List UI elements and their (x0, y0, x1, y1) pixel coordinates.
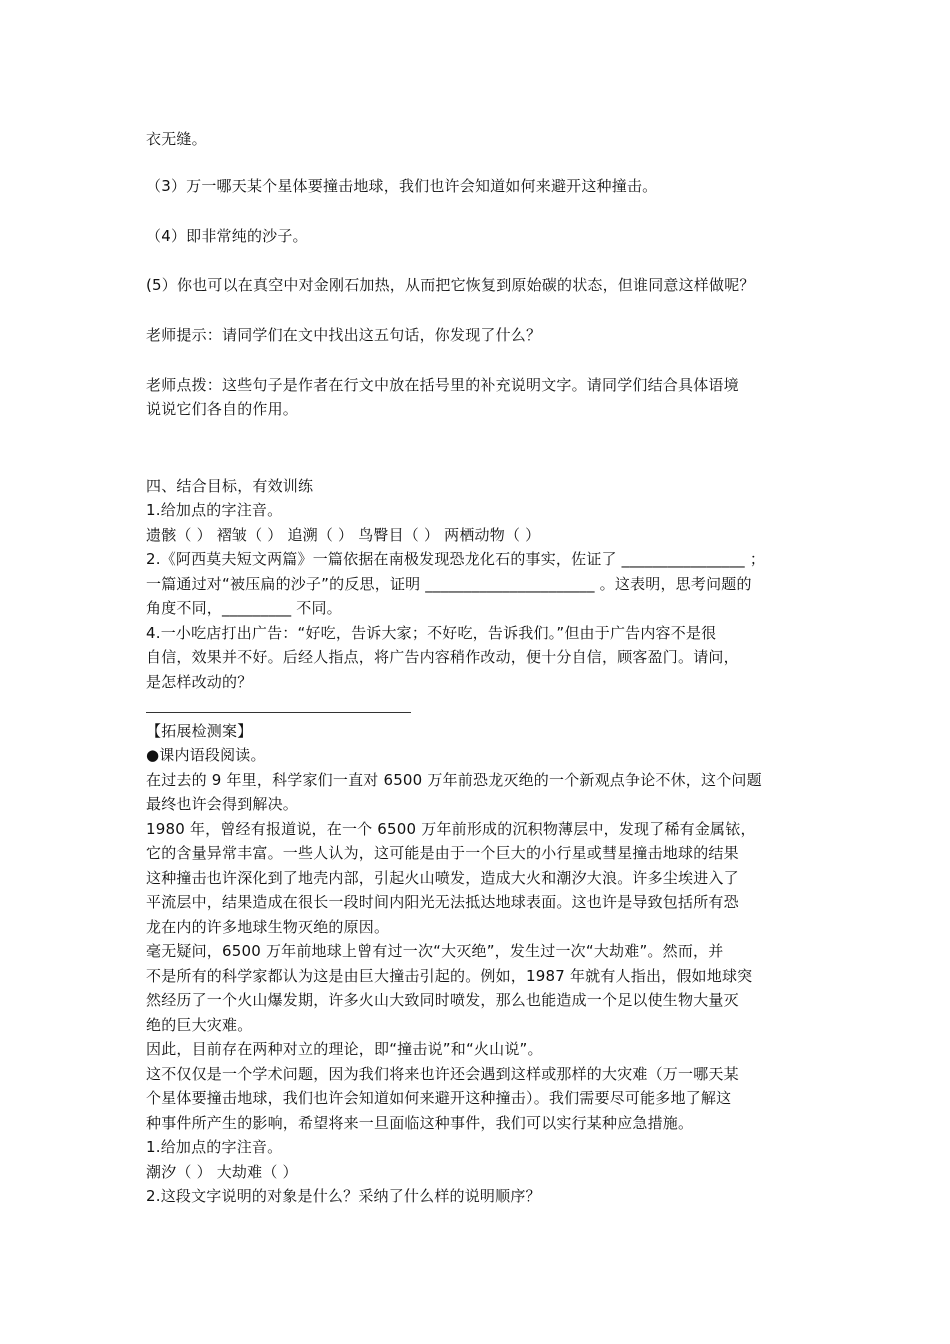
question-2-line-3: 角度不同，_________ 不同。 (146, 599, 342, 617)
teacher-guide-line-2: 说说它们各自的作用。 (146, 400, 299, 418)
question-1-title: 1.给加点的字注音。 (146, 501, 283, 519)
passage-p2-line-3: 这种撞击也许深化到了地壳内部，引起火山喷发，造成大火和潮汐大浪。许多尘埃进入了 (146, 869, 739, 887)
extension-subtitle: ●课内语段阅读。 (146, 746, 266, 764)
example-sentence-5: (5）你也可以在真空中对金刚石加热，从而把它恢复到原始碳的状态，但谁同意这样做呢？ (146, 276, 755, 294)
passage-p3-line-4: 绝的巨大灾难。 (146, 1016, 253, 1034)
passage-p5-line-3: 种事件所产生的影响，希望将来一旦面临这种事件，我们可以实行某种应急措施。 (146, 1114, 694, 1132)
section-heading: 四、结合目标，有效训练 (146, 477, 314, 495)
extension-question-2: 2.这段文字说明的对象是什么？采纳了什么样的说明顺序？ (146, 1187, 541, 1205)
passage-p3-line-1: 毫无疑问，6500 万年前地球上曾有过一次“大灭绝”，发生过一次“大劫难”。然而，并 (146, 942, 724, 960)
passage-p5-line-1: 这不仅仅是一个学术问题，因为我们将来也许还会遇到这样或那样的大灾难（万一哪天某 (146, 1065, 739, 1083)
teacher-hint: 老师提示：请同学们在文中找出这五句话，你发现了什么？ (146, 326, 542, 344)
passage-p2-line-5: 龙在内的许多地球生物灭绝的原因。 (146, 918, 390, 936)
passage-p3-line-2: 不是所有的科学家都认为这是由巨大撞击引起的。例如，1987 年就有人指出，假如地球突 (146, 967, 753, 985)
passage-p1-line-1: 在过去的 9 年里，科学家们一直对 6500 万年前恐龙灭绝的一个新观点争论不休，这个问题 (146, 771, 762, 789)
paragraph-continuation: 衣无缝。 (146, 130, 207, 148)
extension-question-1-title: 1.给加点的字注音。 (146, 1138, 283, 1156)
question-4-line-1: 4.一小吃店打出广告：“好吃，告诉大家；不好吃，告诉我们。”但由于广告内容不是很 (146, 624, 717, 642)
question-2-line-2: 一篇通过对“被压扁的沙子”的反思，证明 ______________________ 。这表明，思考问题的 (146, 575, 752, 593)
question-1-items: 遗骸（ ） 褶皱（ ） 追溯（ ） 鸟臀目（ ） 两栖动物（ ） (146, 526, 541, 544)
passage-p4-line-1: 因此，目前存在两种对立的理论，即“撞击说”和“火山说”。 (146, 1040, 543, 1058)
extension-title: 【拓展检测案】 (146, 722, 253, 740)
passage-p2-line-4: 平流层中，结果造成在很长一段时间内阳光无法抵达地球表面。这也许是导致包括所有恐 (146, 893, 739, 911)
question-4-line-3: 是怎样改动的？ (146, 673, 253, 691)
passage-p5-line-2: 个星体要撞击地球，我们也许会知道如何来避开这种撞击）。我们需要尽可能多地了解这 (146, 1089, 732, 1107)
question-2-line-1: 2.《阿西莫夫短文两篇》一篇依据在南极发现恐龙化石的事实，佐证了 ________________ ； (146, 550, 766, 568)
passage-p1-line-2: 最终也许会得到解决。 (146, 795, 299, 813)
passage-p3-line-3: 然经历了一个火山爆发期，许多火山大致同时喷发，那么也能造成一个足以使生物大量灭 (146, 991, 739, 1009)
passage-p2-line-1: 1980 年，曾经有报道说，在一个 6500 万年前形成的沉积物薄层中，发现了稀有金属铱， (146, 820, 756, 838)
answer-line (146, 712, 411, 713)
teacher-guide-line-1: 老师点拨：这些句子是作者在行文中放在括号里的补充说明文字。请同学们结合具体语境 (146, 376, 739, 394)
example-sentence-4: （4）即非常纯的沙子。 (146, 227, 308, 245)
extension-question-1-items: 潮汐（ ） 大劫难（ ） (146, 1163, 298, 1181)
example-sentence-3: （3）万一哪天某个星体要撞击地球，我们也许会知道如何来避开这种撞击。 (146, 177, 658, 195)
passage-p2-line-2: 它的含量异常丰富。一些人认为，这可能是由于一个巨大的小行星或彗星撞击地球的结果 (146, 844, 739, 862)
question-4-line-2: 自信，效果并不好。后经人指点，将广告内容稍作改动，便十分自信，顾客盈门。请问， (146, 648, 739, 666)
